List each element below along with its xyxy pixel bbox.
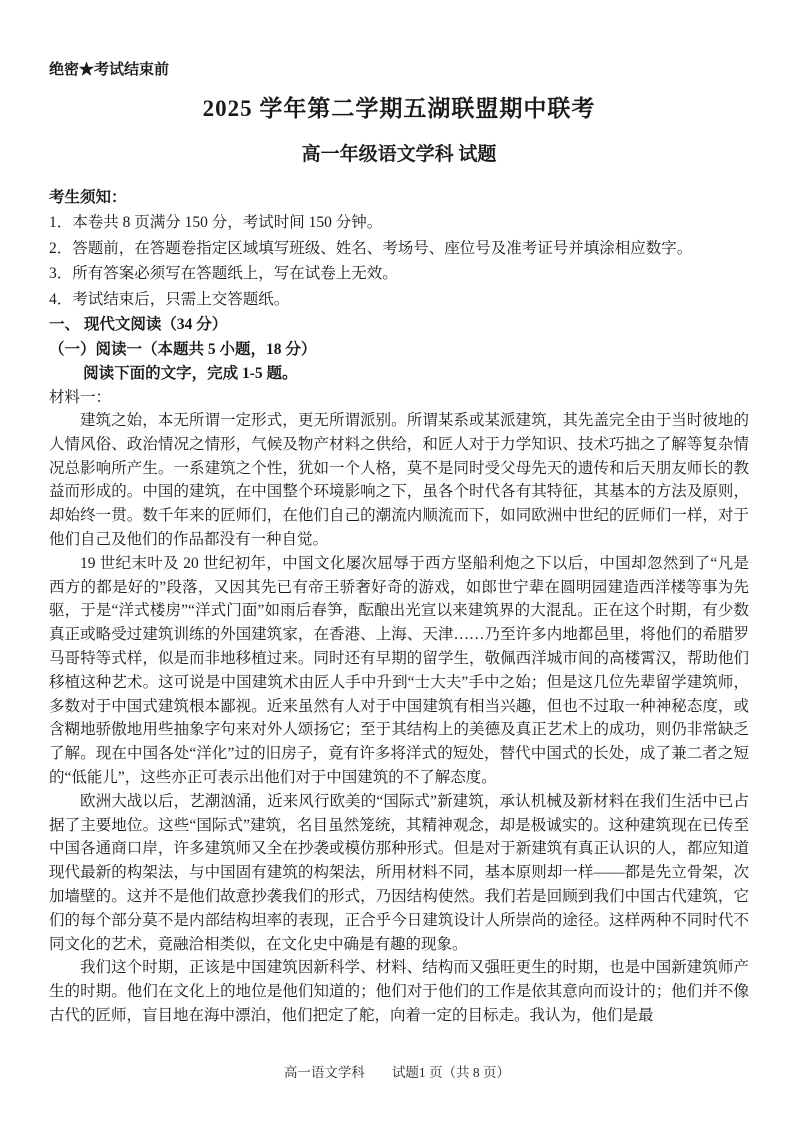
material-paragraph: 欧洲大战以后，艺潮汹涌，近来风行欧美的“国际式”新建筑，承认机械及新材料在我们生活中已占据了主要地位。这些“国际式”建筑，名目虽然笼统，其精神观念，却是极诚实的。这种建筑现在已传至中国各通商口岸，许多建筑师又全在抄袭或模仿那种形式。但是对于新建筑有真正认识的人，都应知道现代最新的构架法，与中国固有建筑的构架法，所用材料不同，基本原则却一样——都是先立骨架，次加墙壁的。这并不是他们故意抄袭我们的形式，乃因结构使然。我们若是回顾到我们中国古代建筑，它们的每个部分莫不是内部结构坦率的表现，正合乎今日建筑设计人所崇尚的途径。这样两种不同时代不同文化的艺术，竟融洽相类似，在文化史中确是有趣的现象。 [49,792,749,953]
notice-item: 3．所有答案必须写在答题纸上，写在试卷上无效。 [49,265,398,282]
footer-course-label: 高一语文学科 [283,1065,365,1080]
reading-instruction: 阅读下面的文字，完成 1-5 题。 [83,365,298,382]
notice-heading: 考生须知： [49,189,127,206]
exam-subtitle: 高一年级语文学科 试题 [301,144,497,165]
page-footer [0,1061,794,1081]
notice-item: 4．考试结束后，只需上交答题纸。 [49,290,290,308]
notice-item: 1．本卷共 8 页满分 150 分，考试时间 150 分钟。 [49,214,383,231]
material-paragraph: 19 世纪末叶及 20 世纪初年，中国文化屡次屈辱于西方坚船利炮之下以后，中国却忽然到了“凡是西方的都是好的”段落，又因其先已有帝王骄奢好奇的游戏，如郎世宁辈在圆明园建造西洋楼等事为先驱，于是“洋式楼房”“洋式门面”如雨后春笋，酝酿出光宣以来建筑界的大混乱。正在这个时期，有少数真正或略受过建筑训练的外国建筑家，在香港、上海、天津……乃至许多内地都邑里，将他们的希腊罗马哥特等式样，似是而非地移植过来。同时还有早期的留学生，敬佩西洋城市间的高楼霄汉，帮助他们移植这种艺术。这可说是中国建筑术由匠人手中升到“士大夫”手中之始；但是这几位先辈留学建筑师，多数对于中国式建筑根本鄙视。近来虽然有人对于中国建筑有相当兴趣，但也不过取一种神秘态度，或含糊地骄傲地用些抽象字句来对外人颂扬它；至于其结构上的美德及真正艺术上的成功，则仍非常缺乏了解。现在中国各处“洋化”过的旧房子，竟有许多将洋式的短处，替代中国式的长处，成了兼二者之短的“低能儿”，这些亦正可表示出他们对于中国建筑的不了解态度。 [49,554,749,786]
material-paragraph: 我们这个时期，正该是中国建筑因新科学、材料、结构而又强旺更生的时期，也是中国新建筑师产生的时期。他们在文化上的地位是他们知道的；他们对于他们的工作是依其意向而设计的；他们并不像古代的匠师，盲目地在海中漂泊，他们把定了舵，向着一定的目标走。我认为，他们是最 [49,959,749,1024]
section-sub-heading: （一）阅读一（本题共 5 小题，18 分） [49,341,317,358]
classification-label: 绝密★考试结束前 [49,62,170,78]
section-heading: 一、 现代文阅读（34 分） [49,316,228,333]
notice-item: 2．答题前，在答题卷指定区域填写班级、姓名、考场号、座位号及准考证号并填涂相应数字。 [49,239,693,257]
footer-page-number: 试题1 页（共 8 页） [391,1065,511,1080]
material-one-label: 材料一： [49,389,112,406]
candidate-notice [49,185,749,312]
modern-reading-section [49,312,749,1028]
material-paragraph: 建筑之始，本无所谓一定形式，更无所谓派别。所谓某系或某派建筑，其先盖完全由于当时彼地的人情风俗、政治情况之情形，气候及物产材料之供给，和匠人对于力学知识、技术巧拙之了解等复杂情况总影响所产生。一系建筑之个性，犹如一个人格，莫不是同时受父母先天的遗传和后天朋友师长的教益而形成的。中国的建筑，在中国整个环境影响之下，虽各个时代各有其特征，其基本的方法及原则，却始终一贯。数千年来的匠师们，在他们自己的潮流内顺流而下，如同欧洲中世纪的匠师们一样，对于他们自己及他们的作品都没有一种自觉。 [49,412,749,548]
exam-title: 2025 学年第二学期五湖联盟期中联考 [202,96,596,121]
